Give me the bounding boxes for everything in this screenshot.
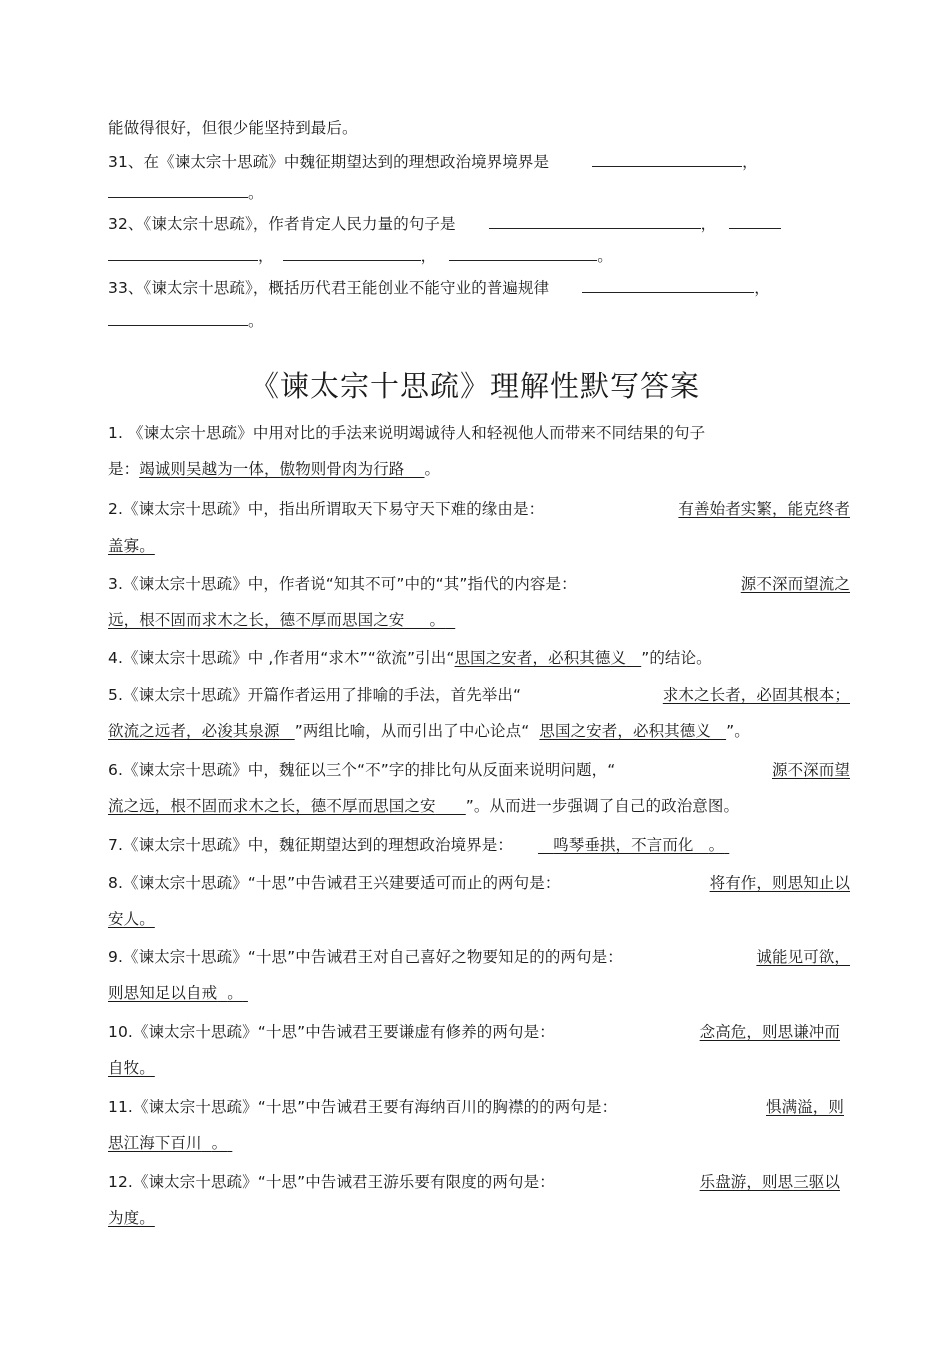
separator: 。 xyxy=(211,1134,228,1152)
separator: 。 xyxy=(248,184,264,202)
separator: ， xyxy=(700,215,717,233)
answer-9-text: 诚能见可欲， xyxy=(756,948,850,966)
answer-8-question: 8.《谏太宗十思疏》“十思”中告诫君王兴建要适可而止的两句是： xyxy=(108,874,561,892)
answer-12 xyxy=(108,1172,850,1192)
answer-10-text-cont: 自牧。 xyxy=(108,1059,155,1077)
answer-11-text: 惧满溢，则 xyxy=(765,1098,844,1116)
answer-2-text-cont: 盖寡。 xyxy=(108,537,155,555)
separator: 。 xyxy=(227,984,243,1002)
underline-pad xyxy=(445,611,455,629)
question-32 xyxy=(108,214,850,234)
separator: ， xyxy=(420,247,437,265)
answer-9 xyxy=(108,947,850,967)
answer-9-line2 xyxy=(108,983,850,1003)
answer-4-text: 思国之安者，必积其德义 xyxy=(454,649,627,667)
underline-pad xyxy=(202,1134,212,1152)
answer-8 xyxy=(108,873,850,893)
separator: 。 xyxy=(597,247,613,265)
continuation-line: 能做得很好，但很少能坚持到最后。 xyxy=(108,119,358,137)
answer-6-line2 xyxy=(108,796,850,816)
answer-5-mid: ”两组比喻，从而引出了中心论点“ xyxy=(294,722,530,740)
answer-11-line2 xyxy=(108,1133,850,1153)
answer-11 xyxy=(108,1097,850,1117)
underline-pad xyxy=(694,836,709,854)
underline-pad xyxy=(217,984,227,1002)
answer-7-question: 7.《谏太宗十思疏》中，魏征期望达到的理想政治境界是： xyxy=(108,836,513,854)
answer-12-text-cont: 为度。 xyxy=(108,1209,155,1227)
answer-10 xyxy=(108,1022,850,1042)
answer-5-question: 5.《谏太宗十思疏》开篇作者运用了排喻的手法，首先举出“ xyxy=(108,686,522,704)
answer-3 xyxy=(108,574,850,594)
answer-1 xyxy=(108,423,850,443)
answer-5-line2 xyxy=(108,721,850,741)
answer-2-question: 2.《谏太宗十思疏》中，指出所谓取天下易守天下难的缘由是： xyxy=(108,500,545,518)
underline-pad xyxy=(724,836,729,854)
answer-1-lead: 是： xyxy=(108,460,140,478)
answer-6-text: 源不深而望 xyxy=(771,761,850,779)
answer-8-line2 xyxy=(108,909,850,929)
answer-5 xyxy=(108,685,850,705)
answer-5-thesis: 思国之安者，必积其德义 xyxy=(539,722,711,740)
answer-blank[interactable] xyxy=(729,214,781,229)
answer-4 xyxy=(108,648,850,668)
separator: 。 xyxy=(708,836,725,854)
separator: ， xyxy=(754,279,770,297)
question-31 xyxy=(108,152,850,172)
answer-6-question: 6.《谏太宗十思疏》中，魏征以三个“不”字的排比句从反面来说明问题，“ xyxy=(108,761,616,779)
answer-9-question: 9.《谏太宗十思疏》“十思”中告诫君王对自己喜好之物要知足的的两句是： xyxy=(108,948,623,966)
answer-3-question: 3.《谏太宗十思疏》中，作者说“知其不可”中的“其”指代的内容是： xyxy=(108,575,577,593)
answer-blank[interactable] xyxy=(592,152,742,167)
underline-pad xyxy=(626,649,641,667)
answer-blank[interactable] xyxy=(449,246,597,261)
answer-blank[interactable] xyxy=(489,214,701,229)
separator: 。 xyxy=(424,460,441,478)
answer-8-text: 将有作，则思知止以 xyxy=(709,874,850,892)
answer-12-line2 xyxy=(108,1208,850,1228)
answer-5-text: 求木之长者，必固其根本； xyxy=(662,686,850,704)
answer-10-text: 念高危，则思谦冲而 xyxy=(699,1023,840,1041)
separator: 。 xyxy=(429,611,446,629)
answer-10-line2 xyxy=(108,1058,850,1078)
underline-pad xyxy=(404,460,424,478)
question-33-text: 33、《谏太宗十思疏》，概括历代君王能创业不能守业的普遍规律 xyxy=(108,279,550,297)
answer-11-question: 11.《谏太宗十思疏》“十思”中告诫君王要有海纳百川的胸襟的的两句是： xyxy=(108,1098,618,1116)
answer-6-tail: ”。从而进一步强调了自己的政治意图。 xyxy=(465,797,740,815)
answer-section-title: 《谏太宗十思疏》理解性默写答案 xyxy=(249,369,700,403)
answer-1-line2 xyxy=(108,459,850,479)
answer-11-text-cont: 思江海下百川 xyxy=(108,1134,202,1152)
answer-3-text-cont: 远，根不固而求木之长，德不厚而思国之安 xyxy=(108,611,405,629)
underline-pad xyxy=(436,797,466,815)
answer-5-tail: ”。 xyxy=(726,722,750,740)
question-31-text: 31、在《谏太宗十思疏》中魏征期望达到的理想政治境界境界是 xyxy=(108,153,550,171)
answer-blank[interactable] xyxy=(582,278,754,293)
question-33 xyxy=(108,278,850,298)
question-32-text: 32、《谏太宗十思疏》，作者肯定人民力量的句子是 xyxy=(108,215,456,233)
answer-1-question: 1. 《谏太宗十思疏》中用对比的手法来说明竭诚待人和轻视他人而带来不同结果的句子 xyxy=(108,424,706,442)
separator: 。 xyxy=(248,312,264,330)
continuation-text xyxy=(108,118,850,138)
underline-pad xyxy=(243,984,248,1002)
question-31-line2 xyxy=(108,183,850,203)
answer-blank[interactable] xyxy=(108,311,248,326)
underline-pad xyxy=(280,722,295,740)
answer-10-question: 10.《谏太宗十思疏》“十思”中告诫君王要谦虚有修养的两句是： xyxy=(108,1023,555,1041)
answer-blank[interactable] xyxy=(108,246,258,261)
answer-2-text: 有善始者实繁，能克终者 xyxy=(678,500,850,518)
answer-2-line2 xyxy=(108,536,850,556)
underline-pad xyxy=(227,1134,232,1152)
answer-9-text-cont: 则思知足以自戒 xyxy=(108,984,218,1002)
underline-pad xyxy=(711,722,726,740)
separator: ， xyxy=(742,153,758,171)
question-33-line2 xyxy=(108,311,850,331)
answer-3-line2 xyxy=(108,610,850,630)
answer-7 xyxy=(108,835,850,855)
answer-blank[interactable] xyxy=(108,183,248,198)
answer-12-text: 乐盘游，则思三驱以 xyxy=(699,1173,840,1191)
answer-7-text: 鸣琴垂拱，不言而化 xyxy=(553,836,694,854)
underline-pad xyxy=(538,836,553,854)
answer-4-question: 4.《谏太宗十思疏》中 ,作者用“求木”“欲流”引出“ xyxy=(108,649,455,667)
answer-blank[interactable] xyxy=(283,246,421,261)
separator: ， xyxy=(258,247,274,265)
answer-1-text: 竭诚则吴越为一体，傲物则骨肉为行路 xyxy=(139,460,405,478)
answer-3-text: 源不深而望流之 xyxy=(740,575,850,593)
answer-2 xyxy=(108,499,850,519)
answer-8-text-cont: 安人。 xyxy=(108,910,155,928)
question-32-line2 xyxy=(108,246,850,266)
answer-4-tail: ”的结论。 xyxy=(641,649,712,667)
answer-6 xyxy=(108,760,850,780)
answer-5-text-cont: 欲流之远者，必浚其泉源 xyxy=(108,722,280,740)
answer-6-text-cont: 流之远，根不固而求木之长，德不厚而思国之安 xyxy=(108,797,436,815)
underline-pad xyxy=(404,611,429,629)
answer-12-question: 12.《谏太宗十思疏》“十思”中告诫君王游乐要有限度的两句是： xyxy=(108,1173,555,1191)
